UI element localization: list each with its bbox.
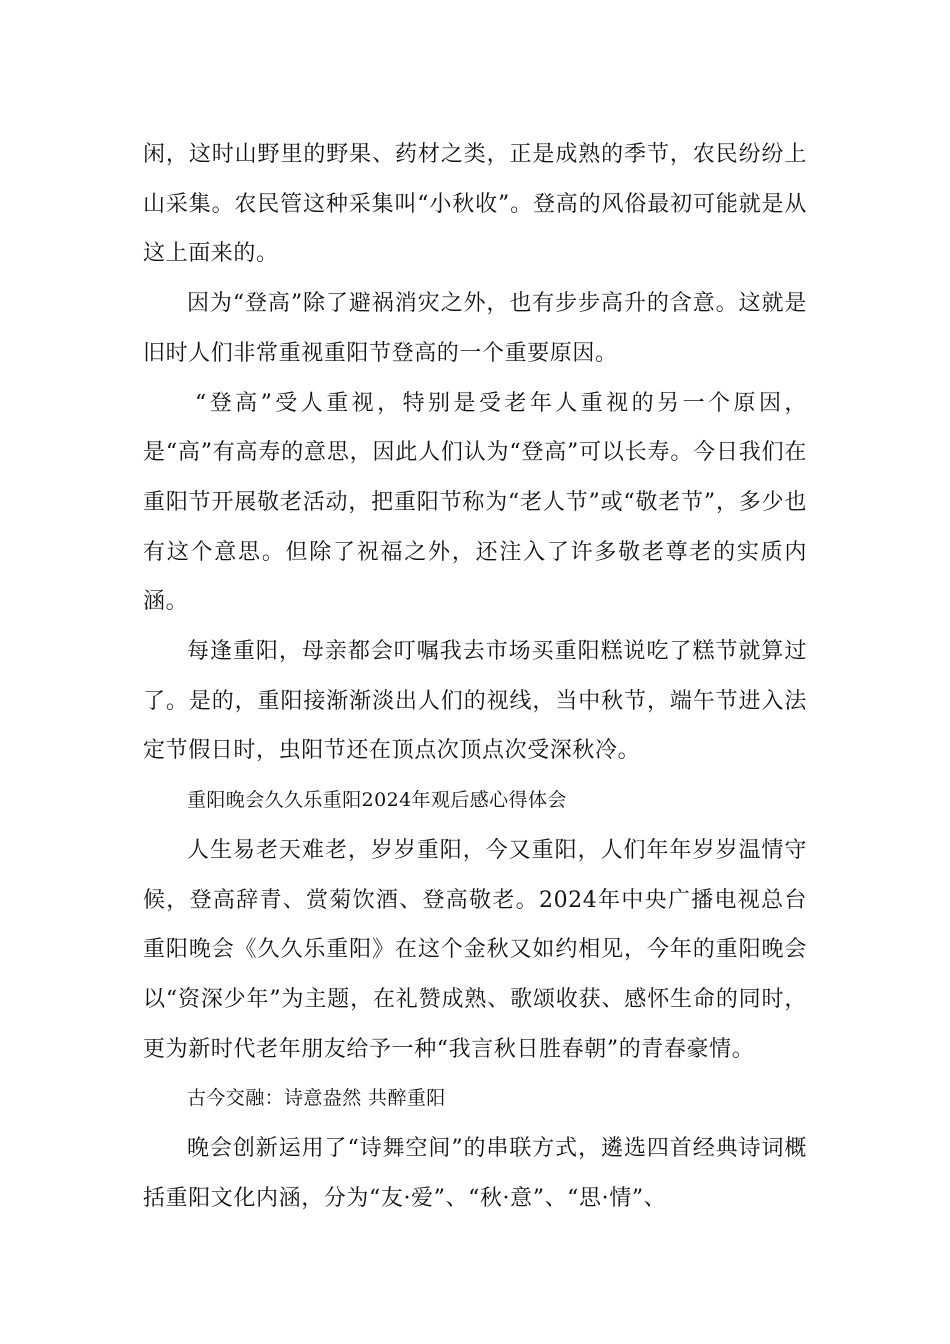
paragraph-denggao-meaning: 因为“登高”除了避祸消灾之外，也有步步高升的含意。这就是旧时人们非常重视重阳节登高的一个重要原因。	[143, 291, 807, 366]
paragraph-poetry-dance: 晚会创新运用了“诗舞空间”的串联方式，遴选四首经典诗词概括重阳文化内涵，分为“友·爱”、“秋·意”、“思·情”、	[143, 1136, 807, 1211]
paragraph-longevity: “登高”受人重视，特别是受老年人重视的另一个原因，是“高”有高寿的意思，因此人们认为“登高”可以长寿。今日我们在重阳节开展敬老活动，把重阳节称为“老人节”或“敬老节”，多少也有这个意思。但除了祝福之外，还注入了许多敬老尊老的实质内涵。	[143, 390, 807, 615]
section-heading-gala: 重阳晚会久久乐重阳2024年观后感心得体会	[187, 789, 567, 812]
section-heading-poetry: 古今交融：诗意盎然 共醉重阳	[187, 1087, 446, 1110]
paragraph-gala-intro: 人生易老天难老，岁岁重阳，今又重阳，人们年年岁岁温情守候，登高辞青、赏菊饮酒、登高敬老。2024年中央广播电视总台重阳晚会《久久乐重阳》在这个金秋又如约相见，今年的重阳晚会以“资深少年”为主题，在礼赞成熟、歌颂收获、感怀生命的同时，更为新时代老年朋友给予一种“我言秋日胜春朝”的青春豪情。	[143, 837, 807, 1062]
paragraph-continued: 闲，这时山野里的野果、药材之类，正是成熟的季节，农民纷纷上山采集。农民管这种采集叫“小秋收”。登高的风俗最初可能就是从这上面来的。	[143, 142, 807, 267]
paragraph-mother: 每逢重阳，母亲都会叮嘱我去市场买重阳糕说吃了糕节就算过了。是的，重阳接渐渐淡出人们的视线，当中秋节，端午节进入法定节假日时，虫阳节还在顶点次顶点次受深秋冷。	[143, 639, 807, 764]
document-body	[143, 130, 807, 1223]
